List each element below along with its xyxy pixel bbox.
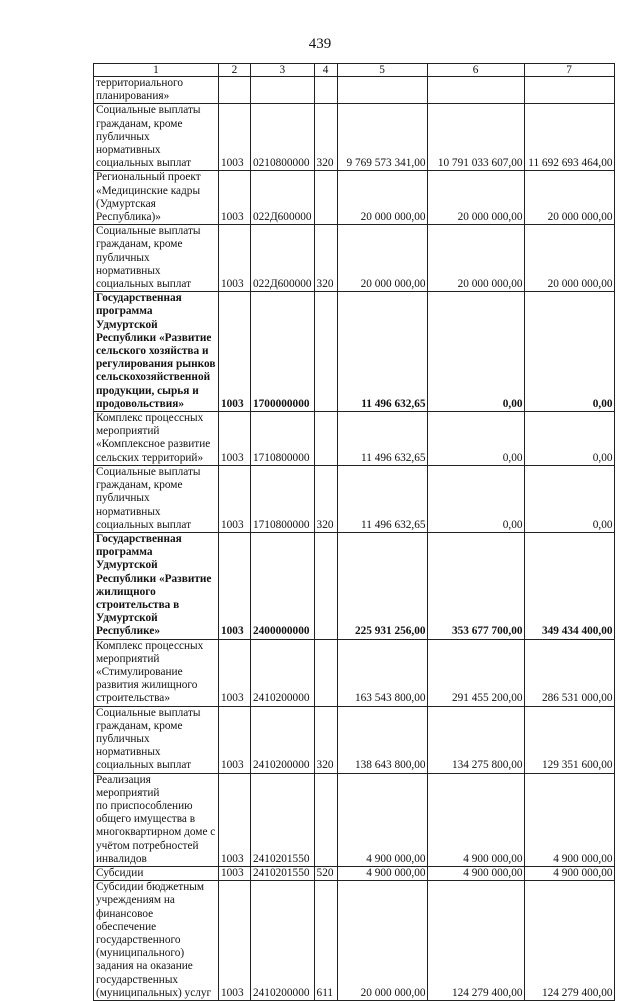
expense-type-cell: 320	[314, 465, 337, 532]
row-name-line: сельского хозяйства и	[96, 345, 209, 358]
expense-type-cell	[314, 77, 337, 104]
row-name-cell	[94, 171, 219, 225]
row-name-line: Социальные выплаты	[96, 225, 201, 238]
section-code-cell: 1003	[219, 532, 251, 639]
row-name-line: мероприятий	[96, 425, 160, 438]
row-name-line: продовольствия»	[96, 397, 184, 410]
amount-year3-cell: 129 351 600,00	[524, 706, 614, 773]
row-name-cell	[94, 866, 219, 880]
row-name-line: Государственная	[96, 532, 182, 545]
row-name-line: социальных выплат	[96, 157, 192, 170]
table-row	[94, 866, 615, 880]
amount-year3-cell: 20 000 000,00	[524, 225, 614, 292]
amount-year1-cell: 20 000 000,00	[337, 171, 427, 225]
amount-year1-cell: 11 496 632,65	[337, 412, 427, 466]
section-code-cell	[219, 77, 251, 104]
row-name-cell	[94, 706, 219, 773]
target-code-cell: 022Д600000	[251, 225, 315, 292]
column-header: 2	[219, 64, 251, 77]
target-code-cell: 2400000000	[251, 532, 315, 639]
row-name-line: учётом потребностей	[96, 839, 199, 852]
amount-year3-cell: 286 531 000,00	[524, 639, 614, 706]
section-code-cell: 1003	[219, 171, 251, 225]
amount-year1-cell: 20 000 000,00	[337, 225, 427, 292]
target-code-cell: 022Д600000	[251, 171, 315, 225]
row-name-line: сельскохозяйственной	[96, 371, 211, 384]
amount-year3-cell: 124 279 400,00	[524, 881, 614, 1001]
section-code-cell: 1003	[219, 881, 251, 1001]
table-row	[94, 465, 615, 532]
target-code-cell: 2410200000	[251, 881, 315, 1001]
target-code-cell	[251, 77, 315, 104]
row-name-line: Республика)»	[96, 211, 161, 224]
row-name-line: строительства в	[96, 598, 180, 611]
row-name-line: программа Удмуртской	[96, 305, 158, 331]
expense-type-cell: 611	[314, 881, 337, 1001]
row-name-cell	[94, 881, 219, 1001]
table-row	[94, 292, 615, 412]
column-header: 6	[427, 64, 524, 77]
row-name-line: мероприятий	[96, 652, 160, 665]
amount-year1-cell: 11 496 632,65	[337, 465, 427, 532]
section-code-cell: 1003	[219, 465, 251, 532]
row-name-cell	[94, 639, 219, 706]
section-code-cell: 1003	[219, 706, 251, 773]
expense-type-cell	[314, 292, 337, 412]
expense-type-cell	[314, 639, 337, 706]
row-name-cell	[94, 225, 219, 292]
table-row	[94, 881, 615, 1001]
table-row	[94, 639, 615, 706]
row-name-line: Республики «Развитие	[96, 572, 212, 585]
amount-year2-cell: 10 791 033 607,00	[427, 104, 524, 171]
amount-year1-cell: 20 000 000,00	[337, 881, 427, 1001]
budget-table	[93, 63, 615, 1001]
row-name-line: жилищного	[96, 585, 156, 598]
row-name-line: (Удмуртская	[96, 197, 156, 210]
row-name-line: территориального	[96, 77, 184, 89]
target-code-cell: 1700000000	[251, 292, 315, 412]
amount-year2-cell: 0,00	[427, 412, 524, 466]
row-name-line: публичных нормативных	[96, 492, 161, 518]
row-name-line: «Медицинские кадры	[96, 184, 201, 197]
amount-year2-cell: 0,00	[427, 465, 524, 532]
expense-type-cell	[314, 412, 337, 466]
amount-year3-cell: 0,00	[524, 292, 614, 412]
row-name-line: задания на оказание	[96, 960, 193, 973]
row-name-line: инвалидов	[96, 852, 147, 865]
table-row	[94, 171, 615, 225]
amount-year3-cell: 0,00	[524, 465, 614, 532]
table-row	[94, 225, 615, 292]
row-name-line: государственных	[96, 973, 179, 986]
row-name-line: программа Удмуртской	[96, 546, 158, 572]
expense-type-cell	[314, 532, 337, 639]
amount-year2-cell: 291 455 200,00	[427, 639, 524, 706]
amount-year2-cell: 134 275 800,00	[427, 706, 524, 773]
row-name-line: (муниципального)	[96, 947, 185, 960]
amount-year2-cell: 353 677 700,00	[427, 532, 524, 639]
row-name-line: Субсидии бюджетным	[96, 881, 204, 894]
amount-year2-cell: 20 000 000,00	[427, 225, 524, 292]
target-code-cell: 0210800000	[251, 104, 315, 171]
row-name-cell	[94, 773, 219, 866]
amount-year2-cell	[427, 77, 524, 104]
row-name-line: Республики «Развитие	[96, 331, 212, 344]
expense-type-cell	[314, 773, 337, 866]
amount-year1-cell	[337, 77, 427, 104]
amount-year3-cell: 4 900 000,00	[524, 866, 614, 880]
amount-year1-cell: 9 769 573 341,00	[337, 104, 427, 171]
row-name-line: развития жилищного	[96, 679, 198, 692]
row-name-line: Удмуртской	[96, 612, 158, 625]
row-name-line: Региональный проект	[96, 171, 201, 184]
row-name-line: публичных нормативных	[96, 251, 161, 277]
amount-year1-cell: 4 900 000,00	[337, 866, 427, 880]
section-code-cell: 1003	[219, 292, 251, 412]
column-header: 4	[314, 64, 337, 77]
target-code-cell: 2410201550	[251, 773, 315, 866]
column-header: 5	[337, 64, 427, 77]
target-code-cell: 2410200000	[251, 639, 315, 706]
row-name-line: Комплекс процессных	[96, 412, 204, 425]
amount-year2-cell: 20 000 000,00	[427, 171, 524, 225]
row-name-line: гражданам, кроме	[96, 238, 183, 251]
amount-year3-cell	[524, 77, 614, 104]
amount-year2-cell: 0,00	[427, 292, 524, 412]
expense-type-cell: 320	[314, 225, 337, 292]
amount-year3-cell: 349 434 400,00	[524, 532, 614, 639]
row-name-line: сельских территорий»	[96, 451, 204, 464]
row-name-line: (муниципальных) услуг	[96, 986, 212, 999]
row-name-line: Комплекс процессных	[96, 639, 204, 652]
row-name-line: публичных нормативных	[96, 130, 161, 157]
row-name-cell	[94, 77, 219, 104]
row-name-line: финансовое обеспечение	[96, 907, 157, 933]
amount-year2-cell: 124 279 400,00	[427, 881, 524, 1001]
row-name-cell	[94, 104, 219, 171]
row-name-line: строительства»	[96, 692, 170, 705]
row-name-line: социальных выплат	[96, 518, 192, 531]
amount-year1-cell: 138 643 800,00	[337, 706, 427, 773]
target-code-cell: 1710800000	[251, 465, 315, 532]
row-name-line: регулирования рынков	[96, 358, 216, 371]
row-name-line: гражданам, кроме	[96, 479, 183, 492]
section-code-cell: 1003	[219, 773, 251, 866]
column-header: 1	[94, 64, 219, 77]
row-name-line: Социальные выплаты	[96, 706, 201, 719]
row-name-cell	[94, 412, 219, 466]
row-name-line: планирования»	[96, 90, 170, 103]
row-name-line: «Комплексное развитие	[96, 438, 211, 451]
row-name-line: многоквартирном доме с	[96, 826, 216, 839]
target-code-cell: 2410200000	[251, 706, 315, 773]
amount-year3-cell: 20 000 000,00	[524, 171, 614, 225]
row-name-line: Субсидии	[96, 866, 144, 879]
expense-type-cell	[314, 171, 337, 225]
column-header: 7	[524, 64, 614, 77]
row-name-cell	[94, 465, 219, 532]
amount-year1-cell: 225 931 256,00	[337, 532, 427, 639]
row-name-line: Реализация мероприятий	[96, 773, 160, 799]
section-code-cell: 1003	[219, 225, 251, 292]
amount-year2-cell: 4 900 000,00	[427, 773, 524, 866]
row-name-line: учреждениям на	[96, 894, 175, 907]
amount-year3-cell: 11 692 693 464,00	[524, 104, 614, 171]
amount-year1-cell: 4 900 000,00	[337, 773, 427, 866]
table-row	[94, 77, 615, 104]
row-name-line: социальных выплат	[96, 278, 192, 291]
amount-year1-cell: 11 496 632,65	[337, 292, 427, 412]
row-name-line: публичных нормативных	[96, 732, 161, 759]
row-name-line: Республике»	[96, 625, 161, 638]
section-code-cell: 1003	[219, 104, 251, 171]
section-code-cell: 1003	[219, 639, 251, 706]
section-code-cell: 1003	[219, 866, 251, 880]
table-row	[94, 706, 615, 773]
expense-type-cell: 320	[314, 104, 337, 171]
row-name-cell	[94, 532, 219, 639]
row-name-line: «Стимулирование	[96, 665, 183, 678]
target-code-cell: 1710800000	[251, 412, 315, 466]
table-row	[94, 104, 615, 171]
page-number: 439	[308, 36, 332, 52]
amount-year2-cell: 4 900 000,00	[427, 866, 524, 880]
amount-year3-cell: 4 900 000,00	[524, 773, 614, 866]
expense-type-cell: 520	[314, 866, 337, 880]
table-header-row	[94, 64, 615, 77]
row-name-line: Социальные выплаты	[96, 465, 201, 478]
target-code-cell: 2410201550	[251, 866, 315, 880]
column-header: 3	[251, 64, 315, 77]
table-row	[94, 412, 615, 466]
row-name-line: гражданам, кроме	[96, 117, 183, 130]
row-name-line: общего имущества в	[96, 813, 196, 826]
row-name-cell	[94, 292, 219, 412]
amount-year3-cell: 0,00	[524, 412, 614, 466]
section-code-cell: 1003	[219, 412, 251, 466]
row-name-line: гражданам, кроме	[96, 719, 183, 732]
row-name-line: государственного	[96, 934, 181, 946]
row-name-line: социальных выплат	[96, 759, 192, 772]
expense-type-cell: 320	[314, 706, 337, 773]
amount-year1-cell: 163 543 800,00	[337, 639, 427, 706]
row-name-line: Социальные выплаты	[96, 104, 201, 117]
row-name-line: по приспособлению	[96, 799, 193, 812]
table-row	[94, 773, 615, 866]
table-row	[94, 532, 615, 639]
row-name-line: продукции, сырья и	[96, 384, 199, 397]
row-name-line: Государственная	[96, 292, 182, 305]
